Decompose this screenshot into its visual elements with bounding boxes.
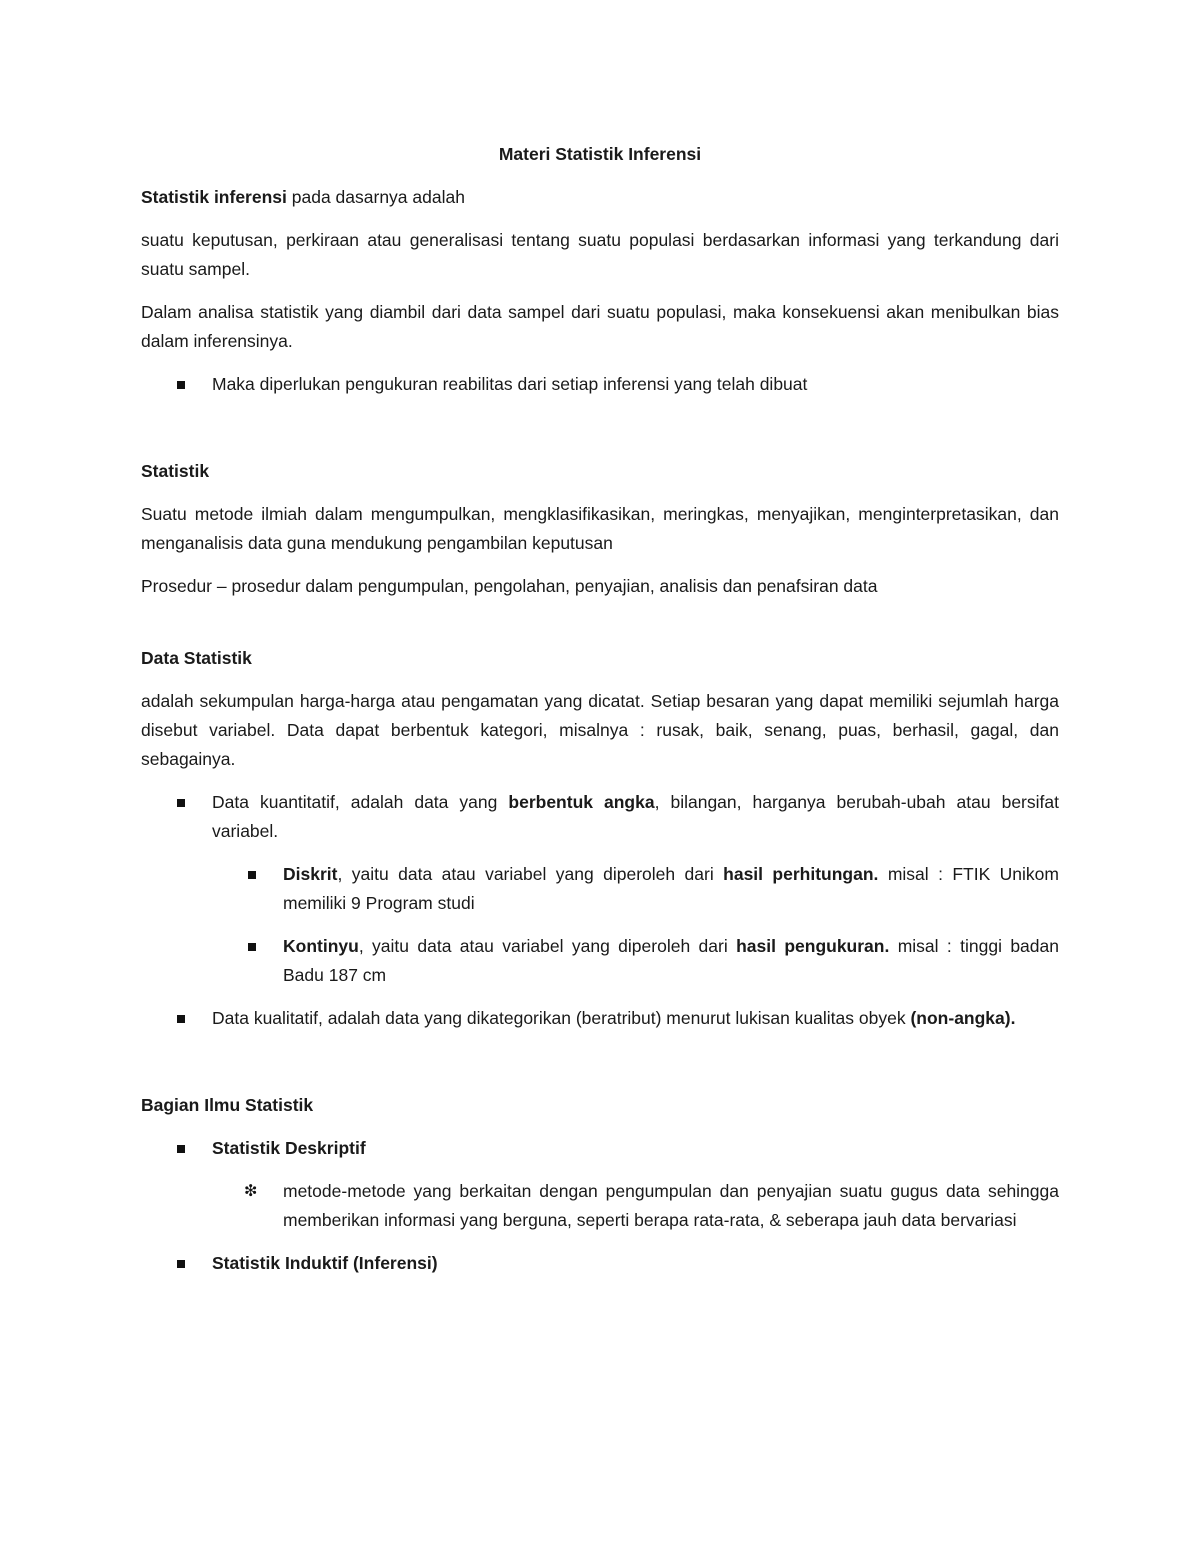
diskrit-bold: hasil perhitungan. [723, 864, 879, 884]
deskriptif-detail-text: metode-metode yang berkaitan dengan pengumpulan dan penyajian suatu gugus data sehingga memberikan informasi yang berguna, seperti berapa rata-rata, & seberapa jauh data bervariasi [283, 1181, 1059, 1230]
kuantitatif-text-1: Data kuantitatif, adalah data yang [212, 792, 509, 812]
bias-paragraph: Dalam analisa statistik yang diambil dari data sampel dari suatu populasi, maka konsekuensi akan menibulkan bias dalam inferensinya. [141, 302, 1059, 351]
list-item-induktif [141, 1249, 1059, 1278]
list-item-kontinyu [141, 932, 1059, 990]
kontinyu-term: Kontinyu [283, 936, 359, 956]
induktif-label: Statistik Induktif (Inferensi) [212, 1253, 438, 1273]
kuantitatif-bold: berbentuk angka [508, 792, 655, 812]
square-bullet-icon [248, 943, 256, 951]
list-item-kuantitatif [141, 788, 1059, 846]
deskriptif-label: Statistik Deskriptif [212, 1138, 366, 1158]
square-bullet-icon [177, 381, 185, 389]
square-bullet-icon [248, 871, 256, 879]
kualitatif-bold: (non-angka). [910, 1008, 1016, 1028]
kontinyu-bold: hasil pengukuran. [736, 936, 890, 956]
kualitatif-text: Data kualitatif, adalah data yang dikategorikan (beratribut) menurut lukisan kualitas obyek [212, 1008, 911, 1028]
kontinyu-text-1: , yaitu data atau variabel yang diperoleh dari [358, 936, 737, 956]
intro-text: pada dasarnya adalah [286, 187, 465, 207]
intro-term: Statistik inferensi [141, 187, 287, 207]
section-heading-bagian-ilmu: Bagian Ilmu Statistik [141, 1095, 314, 1115]
data-statistik-paragraph: adalah sekumpulan harga-harga atau pengamatan yang dicatat. Setiap besaran yang dapat memiliki sejumlah harga disebut variabel. Data dapat berbentuk kategori, misalnya : rusak, baik, senang, puas, berhasil, gagal, dan sebagainya. [141, 691, 1059, 769]
square-bullet-icon [177, 1015, 185, 1023]
list-item-deskriptif [141, 1134, 1059, 1163]
definition-paragraph: suatu keputusan, perkiraan atau generalisasi tentang suatu populasi berdasarkan informasi yang terkandung dari suatu sampel. [141, 230, 1059, 279]
prosedur-paragraph: Prosedur – prosedur dalam pengumpulan, pengolahan, penyajian, analisis dan penafsiran data [141, 576, 878, 596]
four-point-star-icon: ❇ [244, 1183, 258, 1200]
diskrit-text-1: , yaitu data atau variabel yang diperoleh dari [337, 864, 724, 884]
list-item-deskriptif-detail [141, 1177, 1059, 1235]
diskrit-term: Diskrit [283, 864, 338, 884]
intro-line [141, 183, 1059, 212]
section-heading-statistik: Statistik [141, 461, 210, 481]
page-title: Materi Statistik Inferensi [498, 144, 702, 164]
square-bullet-icon [177, 799, 185, 807]
list-item-kualitatif [141, 1004, 1059, 1033]
statistik-definition: Suatu metode ilmiah dalam mengumpulkan, mengklasifikasikan, meringkas, menyajikan, menginterpretasikan, dan menganalisis data guna mendukung pengambilan keputusan [141, 504, 1059, 553]
square-bullet-icon [177, 1145, 185, 1153]
section-heading-data-statistik: Data Statistik [141, 648, 252, 668]
kuantitatif-text-2: , bilangan, harganya berubah-ubah atau bersifat variabel. [212, 792, 1059, 841]
list-item-diskrit [141, 860, 1059, 918]
diskrit-text-2: misal : FTIK Unikom memiliki 9 Program studi [283, 864, 1059, 913]
list-item-text: Maka diperlukan pengukuran reabilitas dari setiap inferensi yang telah dibuat [212, 374, 808, 394]
square-bullet-icon [177, 1260, 185, 1268]
kontinyu-text-2: misal : tinggi badan Badu 187 cm [283, 936, 1059, 985]
list-item-reabilitas [141, 370, 1059, 399]
document-page [141, 140, 1059, 1278]
